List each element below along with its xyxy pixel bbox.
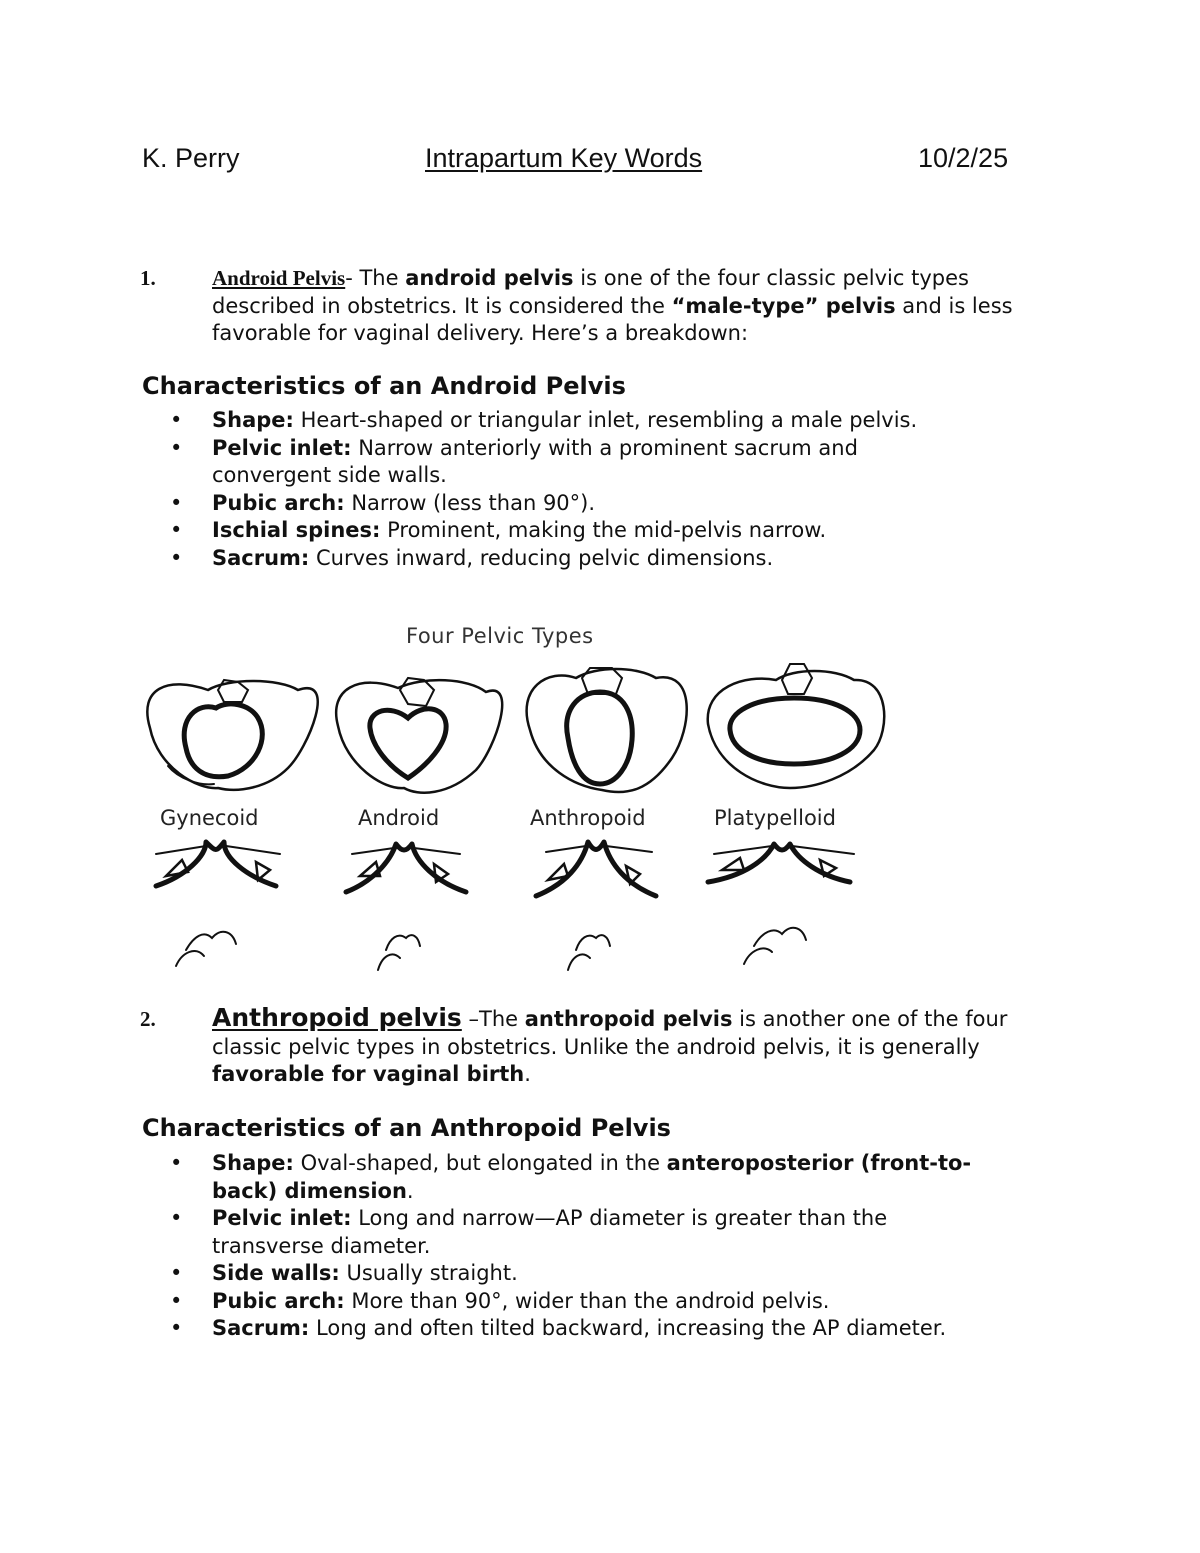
pelvic-types-figure xyxy=(138,618,898,990)
figure-label-platypelloid: Platypelloid xyxy=(714,806,836,830)
anthropoid-pelvis-drawing xyxy=(527,668,687,792)
gynecoid-arch-drawing xyxy=(156,842,280,966)
figure-label-anthropoid: Anthropoid xyxy=(530,806,646,830)
item-1-bold-1-b: android pelvis xyxy=(405,266,574,290)
section-2-list xyxy=(170,1150,1050,1343)
gynecoid-pelvis-drawing xyxy=(147,680,317,790)
item-2-text-1: is another one of the four classic pelvic types in obstetrics. Unlike the android pelvis, it is generally xyxy=(212,1007,1008,1059)
figure-title: Four Pelvic Types xyxy=(406,624,594,648)
item-1-bold-2: “male-type” pelvis xyxy=(671,293,896,318)
list-item: • Side walls: Usually straight. xyxy=(170,1260,1050,1288)
section-2-heading: Characteristics of an Anthropoid Pelvis xyxy=(142,1114,671,1142)
pelvic-types-illustration xyxy=(138,618,898,990)
list-item: • Shape: Heart-shaped or triangular inlet, resembling a male pelvis. xyxy=(170,407,1050,435)
item-2-bold-2: favorable for vaginal birth xyxy=(212,1062,525,1086)
item-1-term-b: Android Pelvis xyxy=(212,266,346,290)
item-2-sep: –The xyxy=(461,1007,525,1031)
anthropoid-arch-drawing xyxy=(536,842,656,970)
item-1-block xyxy=(140,265,1076,348)
item-2-number: 2. xyxy=(140,1007,156,1031)
page-title: Intrapartum Key Words xyxy=(425,143,703,173)
figure-label-android: Android xyxy=(358,806,440,830)
section-1-list xyxy=(170,407,1050,572)
list-item: • Shape: Oval-shaped, but elongated in the anteroposterior (front-to-back) dimension. xyxy=(170,1150,1050,1205)
list-item: • Pelvic inlet: Long and narrow—AP diameter is greater than the transverse diameter. xyxy=(170,1205,1050,1260)
list-item: • Ischial spines: Prominent, making the mid-pelvis narrow. xyxy=(170,517,1050,545)
list-item: • Pubic arch: More than 90°, wider than the android pelvis. xyxy=(170,1288,1050,1316)
item-1-sep-b: - The xyxy=(345,266,406,290)
list-item: • Sacrum: Long and often tilted backward, increasing the AP diameter. xyxy=(170,1315,1050,1343)
android-arch-drawing xyxy=(346,844,466,970)
figure-label-gynecoid: Gynecoid xyxy=(160,806,259,830)
item-1-text-2: and is less favorable for vaginal delivery. Here’s a breakdown: xyxy=(212,293,1013,345)
list-item: • Sacrum: Curves inward, reducing pelvic dimensions. xyxy=(170,545,1050,573)
item-1-text-1: is one of the four classic pelvic types described in obstetrics. It is considered the xyxy=(212,266,969,318)
platypelloid-arch-drawing xyxy=(708,844,854,964)
item-2-term: Anthropoid pelvis xyxy=(212,1003,462,1032)
item-2-text-2: . xyxy=(524,1062,531,1086)
item-2-bold-1: anthropoid pelvis xyxy=(524,1007,733,1031)
section-1-heading: Characteristics of an Android Pelvis xyxy=(142,372,626,400)
list-item: • Pubic arch: Narrow (less than 90°). xyxy=(170,490,1050,518)
document-date: 10/2/25 xyxy=(918,143,1009,173)
platypelloid-pelvis-drawing xyxy=(708,664,885,788)
item-1-number-b: 1. xyxy=(140,266,156,290)
android-pelvis-drawing xyxy=(336,678,502,793)
author-name: K. Perry xyxy=(142,143,240,173)
list-item: • Pelvic inlet: Narrow anteriorly with a prominent sacrum and convergent side walls. xyxy=(170,435,1050,490)
item-2-block xyxy=(140,1003,1076,1089)
